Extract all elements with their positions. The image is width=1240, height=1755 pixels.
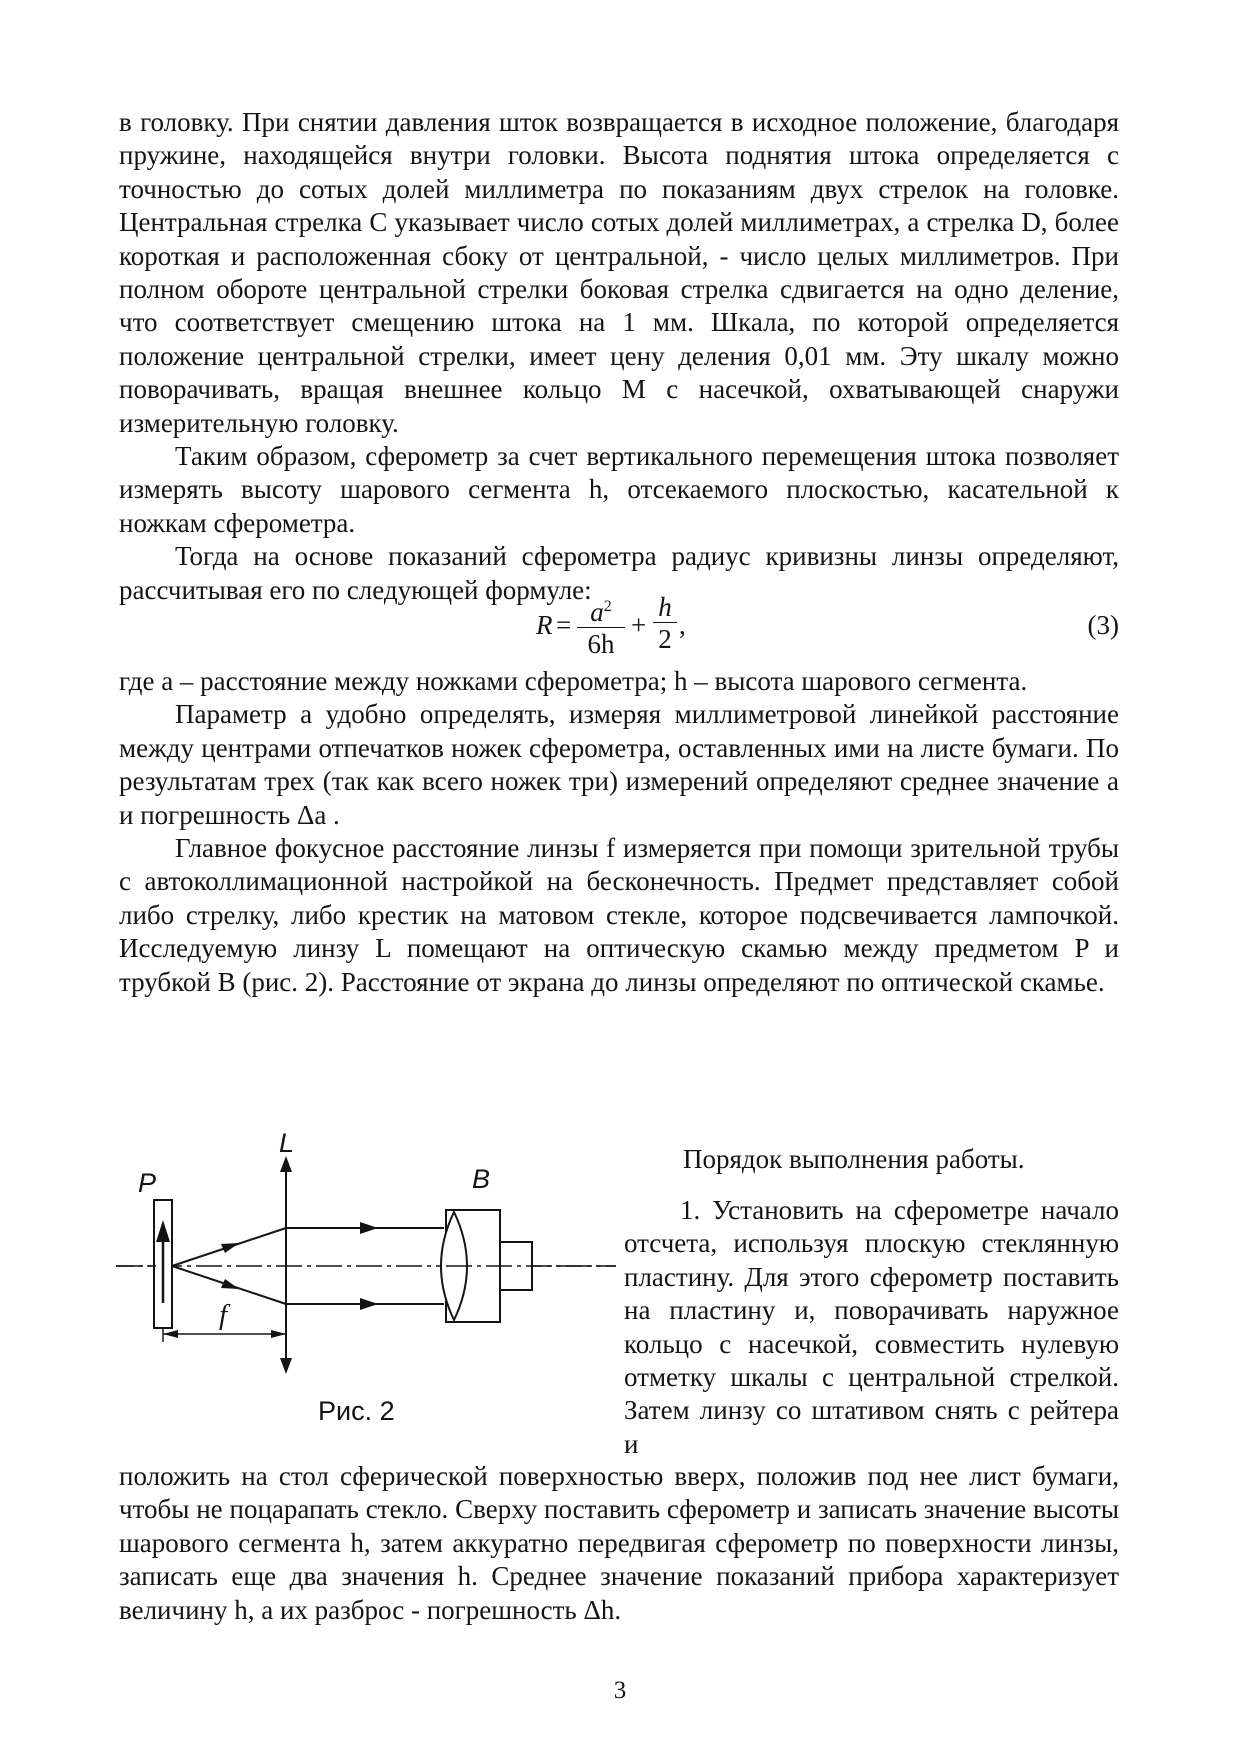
formula-exponent: 2 [603,598,612,615]
text-block-middle [119,665,1119,999]
formula-comma: , [679,610,686,640]
formula-denominator-2: 2 [658,624,672,654]
paragraph-where: где a – расстояние между ножками сферометра; h – высота шарового сегмента. [119,666,1028,696]
lens-arrow-bottom [280,1358,292,1374]
formula-plus: + [631,610,647,640]
formula-equals: = [556,610,572,640]
paragraph-parameter-a: Параметр a удобно определять, измеряя миллиметровой линейкой расстояние между центрами отпечатков ножек сферометра, оставленных ими на листе бумаги. По результатам трех (так как всего ножек три) измерений определяют среднее значение a и погрешность Δa . [119,699,1119,830]
formula-lhs: R [536,610,553,640]
text-block-top [119,106,1119,607]
figure-optical-scheme [116,1128,616,1378]
step1-column-text: 1. Установить на сферометре начало отсчета, используя плоскую стеклянную пластину. Для этого сферометр поставить на пластину и, поворачивать наружное кольцо с насечкой, совместить нулевую отметку шкалы с центральной стрелкой. Затем линзу со штативом снять с рейтера и [624,1195,1119,1459]
label-f: f [219,1299,228,1331]
formula-fraction-h-2 [653,592,677,655]
page-number: 3 [613,1677,627,1704]
text-block-bottom [119,1460,1119,1627]
section-title: Порядок выполнения работы. [683,1144,1025,1174]
formula-numerator-a: a [590,597,604,627]
paragraph-formula-intro: Тогда на основе показаний сферометра радиус кривизны линзы определяют, рассчитывая его по следующей формуле: [119,541,1119,605]
formula-number: (3) [1087,610,1119,640]
beam-arrow-bottom [360,1298,378,1310]
label-B: B [472,1164,491,1194]
label-L: L [279,1128,295,1158]
step1-continuation: положить на стол сферической поверхностью вверх, положив под нее лист бумаги, чтобы не поцарапать стекло. Сверху поставить сферометр и записать значение высоты шарового сегмента h, затем аккуратно передвигая сферометр по поверхности линзы, записать еще два значения h. Среднее значение показаний прибора характеризует величину h, а их разброс - погрешность Δh. [119,1461,1119,1625]
lens-arrow-top [280,1156,292,1172]
text-block-right-column [624,1194,1119,1461]
paragraph-spherometer: Таким образом, сферометр за счет вертикального перемещения штока позволяет измерять высоту шарового сегмента h, отсекаемого плоскостью, касательной к ножкам сферометра. [119,441,1119,538]
formula-denominator-6h: 6h [587,629,615,659]
paragraph-focal-length: Главное фокусное расстояние линзы f измеряется при помощи зрительной трубы с автоколлимационной настройкой на бесконечность. Предмет представляет собой либо стрелку, либо крестик на матовом стекле, которое подсвечивается лампочкой. Исследуемую линзу L помещают на оптическую скамью между предметом P и трубкой B (рис. 2). Расстояние от экрана до линзы определяют по оптической скамье. [119,833,1119,997]
formula-fraction-a2-6h [577,592,625,660]
paragraph-continuation: в головку. При снятии давления шток возвращается в исходное положение, благодаря пружине, находящейся внутри головки. Высота поднятия штока определяется с точностью до сотых долей миллиметра по показаниям двух стрелок на головке. Центральная стрелка C указывает число сотых долей миллиметрах, а стрелка D, более короткая и расположенная сбоку от центральной, - число целых миллиметров. При полном обороте центральной стрелки боковая стрелка сдвигается на одно деление, что соответствует смещению штока на 1 мм. Шкала, по которой определяется положение центральной стрелки, имеет цену деления 0,01 мм. Эту шкалу можно поворачивать, вращая внешнее кольцо M с насечкой, охватывающей снаружи измерительную головку. [119,107,1119,438]
dimension-arrow-right [271,1330,286,1338]
formula-3 [119,592,1119,662]
beam-arrow-top [360,1222,378,1234]
label-P: P [138,1168,157,1198]
formula-numerator-h: h [658,592,672,622]
dimension-arrow-left [163,1330,178,1338]
ray-arrow-upper [221,1243,239,1253]
ray-arrow-lower [221,1279,239,1289]
figure-caption: Рис. 2 [318,1396,395,1426]
